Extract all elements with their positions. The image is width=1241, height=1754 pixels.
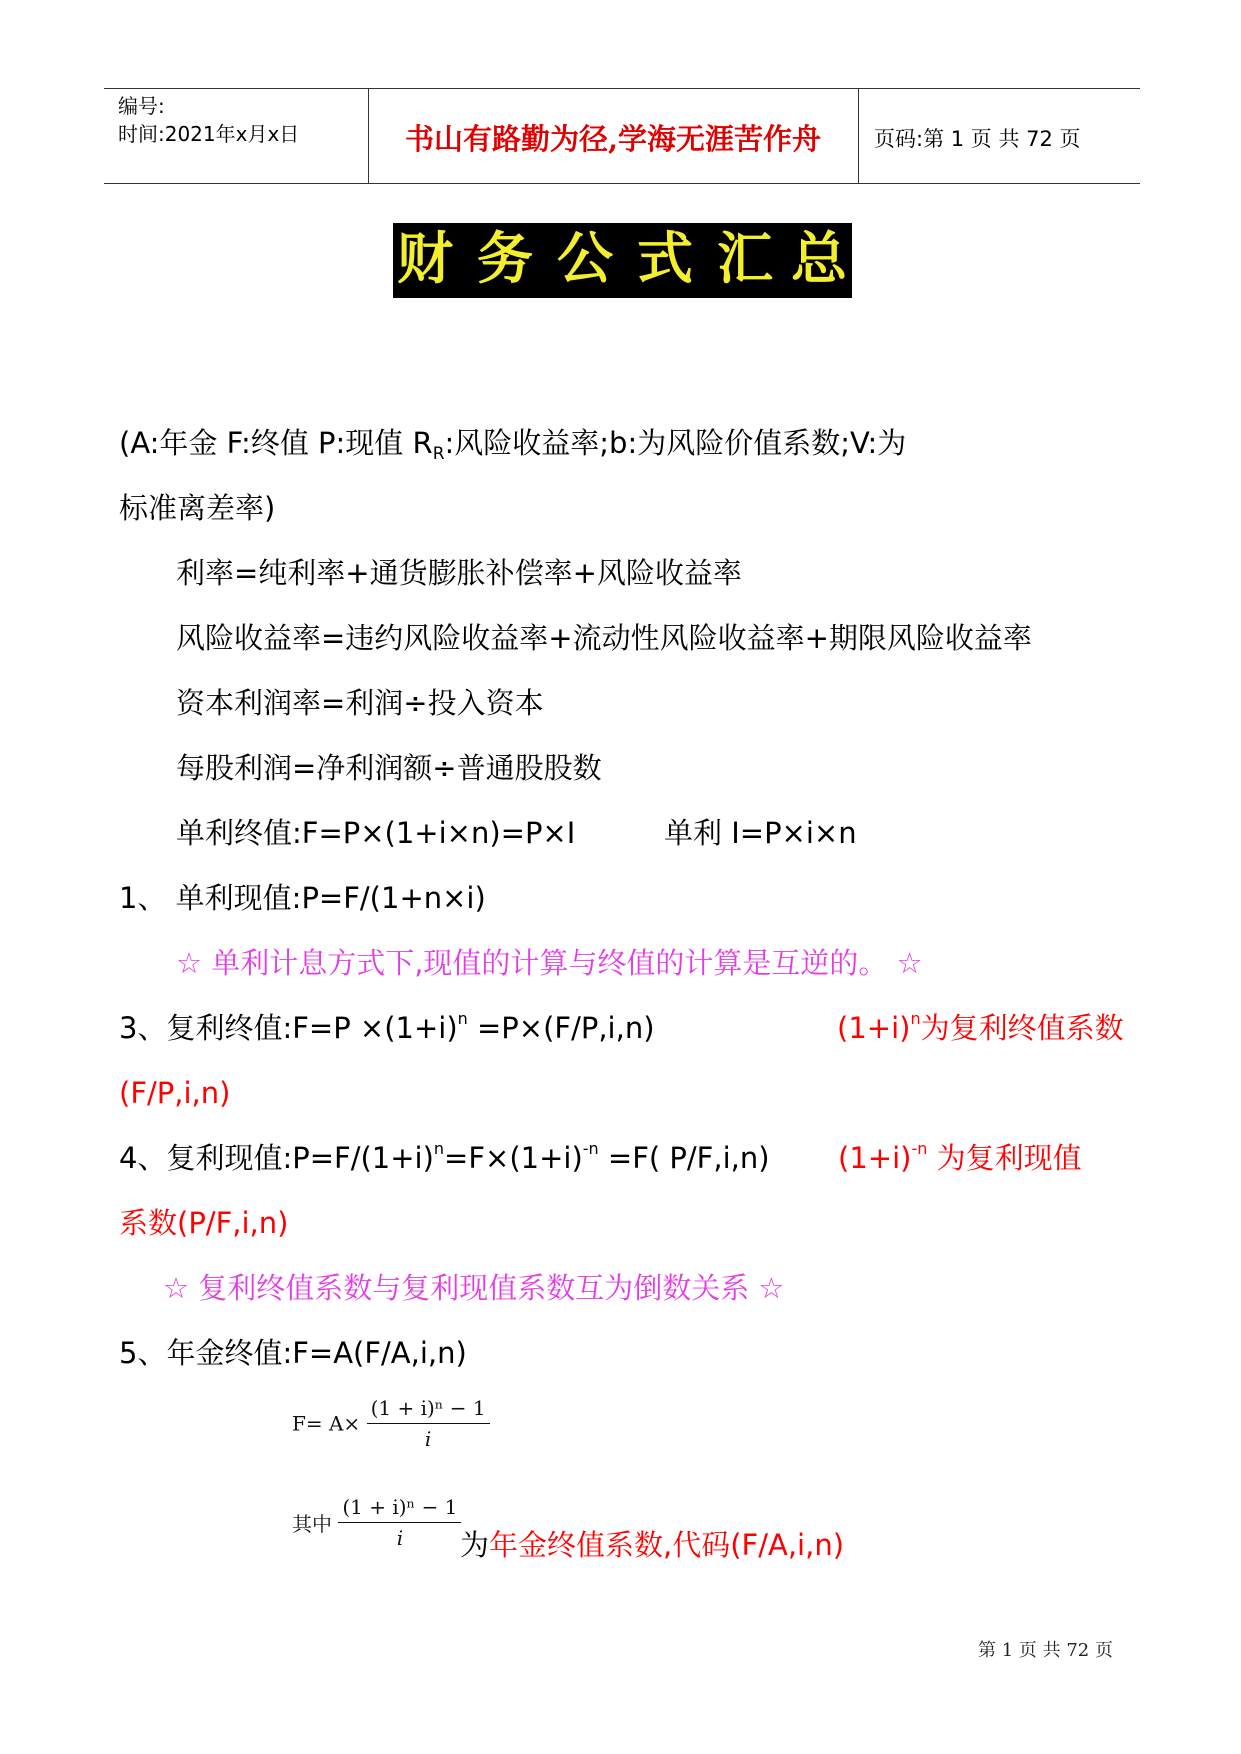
number-label: 编号: [118,94,165,118]
fraction-numerator: (1 + i)ⁿ − 1 [338,1492,461,1523]
annuity-fv-factor-description: 为年金终值系数,代码(F/A,i,n) [460,1528,845,1562]
formula-lead: 其中 [292,1512,332,1536]
document-header [104,88,1140,184]
title-char: 式 [637,227,693,292]
formula-fraction [338,1492,461,1553]
title-char: 公 [557,227,613,292]
formula-eps: 每股利润=净利润额÷普通股股数 [176,751,602,785]
title-char: 总 [791,227,847,292]
title-char: 财 [397,227,453,292]
legend-line-2: 标准离差率) [119,491,276,525]
formula-capital-profit-rate: 资本利润率=利润÷投入资本 [176,686,544,720]
header-page-info: 页码:第 1 页 共 72 页 [874,127,1081,151]
formula-simple-fv: 单利终值:F=P×(1+i×n)=P×I [176,816,576,850]
subscript: R [432,444,445,464]
compound-fv-factor: $(1+i)^n$为复利终值系数 [837,1009,1124,1045]
time-label: 时间:2021年x月x日 [118,122,300,146]
compound-pv-code: 系数(P/F,i,n) [119,1206,289,1240]
formula-lhs: F= A× [292,1411,361,1436]
header-divider [858,89,859,183]
formula-compound-fv: 3、复利终值:F=P $\times(1+i)^n =P\times(F/P,i,n)$ [119,1009,655,1045]
formula-simple-interest: 单利 I=P×i×n [664,816,857,850]
formula-fraction [367,1393,490,1454]
formula-interest-rate: 利率=纯利率+通货膨胀补偿率+风险收益率 [176,556,742,590]
compound-fv-code: (F/P,i,n) [119,1076,231,1110]
annuity-fv-formula [292,1393,490,1454]
compound-pv-factor: $(1+i)^{-n}$ 为复利现值 [838,1139,1082,1175]
note-simple-inverse: ☆ 单利计息方式下,现值的计算与终值的计算是互逆的。 ☆ [176,946,923,980]
note-reciprocal: ☆ 复利终值系数与复利现值系数互为倒数关系 ☆ [163,1271,785,1305]
title-char: 务 [477,227,533,292]
page-footer: 第 1 页 共 72 页 [978,1640,1113,1661]
formula-annuity-fv: 5、年金终值:F=A(F/A,i,n) [119,1336,467,1370]
header-motto: 书山有路勤为径,学海无涯苦作舟 [404,122,822,156]
title-char: 汇 [717,227,773,292]
header-meta [118,92,299,148]
fraction-denominator: i [396,1526,404,1550]
formula-simple-pv: 1、 单利现值:P=F/(1+n×i) [119,881,486,915]
fraction-denominator: i [424,1427,432,1451]
annuity-fv-factor-formula [292,1492,461,1553]
title-banner [393,223,852,298]
legend-line-1: (A:年金 F:终值 P:现值 $R_R$:风险收益率;b:为风险价值系数;V:为 [119,426,907,464]
formula-risk-return: 风险收益率=违约风险收益率+流动性风险收益率+期限风险收益率 [176,621,1032,655]
formula-compound-pv: 4、复利现值$:P=F/(1+i)^n=F\times(1+i)^{-n} =F$( P/F,i,n) [119,1139,770,1175]
fraction-numerator: (1 + i)ⁿ − 1 [367,1393,490,1424]
